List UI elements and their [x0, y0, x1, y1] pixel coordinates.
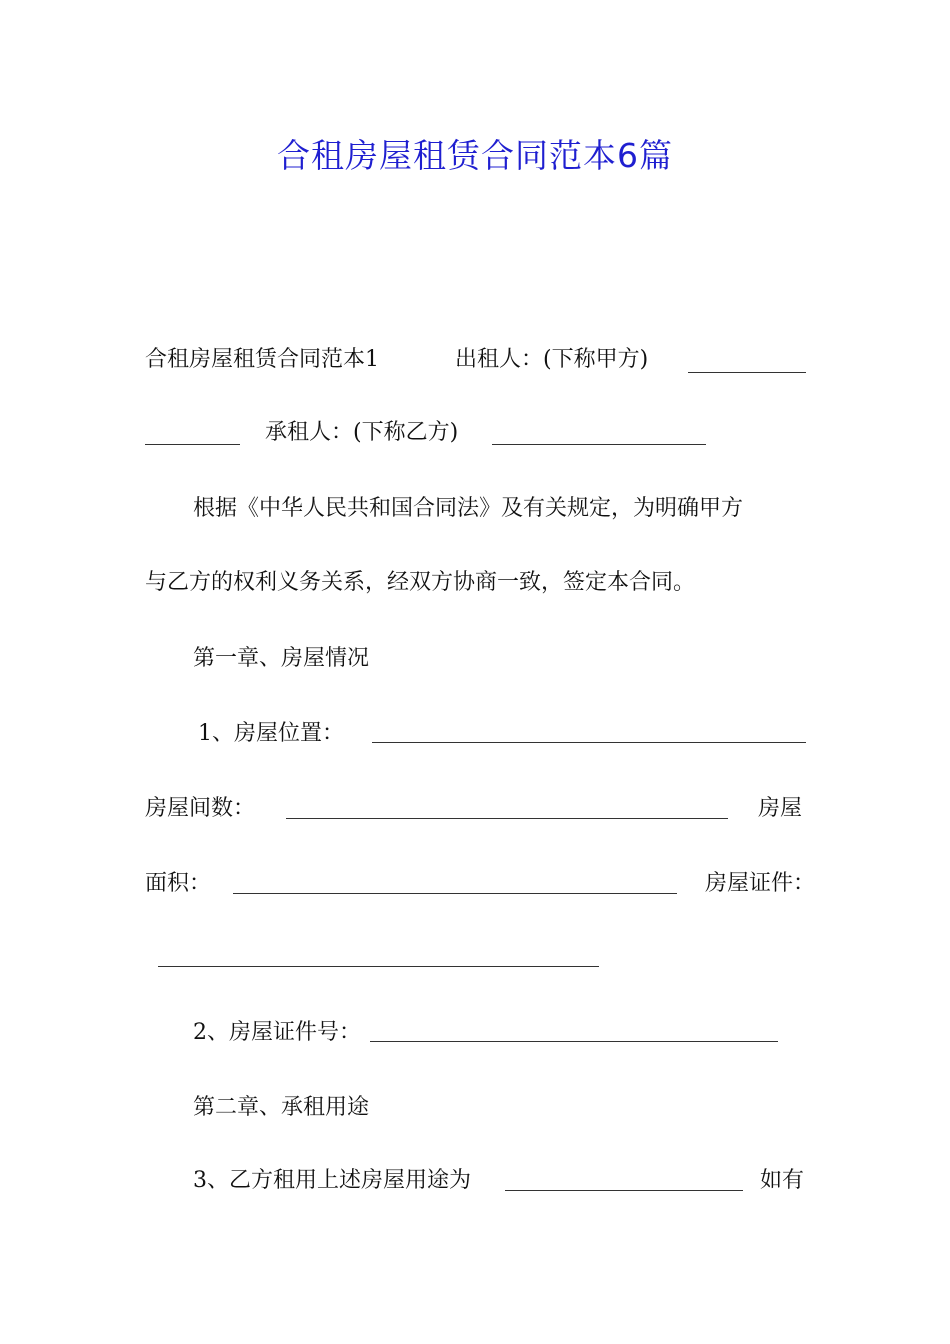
contract-subtitle: 合租房屋租赁合同范本1: [145, 347, 379, 372]
certificate-label: 房屋证件：: [705, 871, 816, 896]
certificate-number-label: 2、房屋证件号：: [193, 1020, 361, 1045]
room-count-blank: [286, 796, 728, 819]
usage-blank: [505, 1168, 743, 1191]
preamble-line-1: 根据《中华人民共和国合同法》及有关规定，为明确甲方: [193, 496, 744, 521]
room-count-tail: 房屋: [758, 796, 803, 821]
usage-label: 3、乙方租用上述房屋用途为: [193, 1168, 471, 1193]
area-blank: [233, 871, 677, 894]
lessor-blank: [688, 350, 806, 373]
document-title: 合租房屋租赁合同范本6篇: [277, 136, 673, 175]
preamble-line-2: 与乙方的权利义务关系，经双方协商一致，签定本合同。: [145, 570, 696, 595]
lessee-blank: [492, 422, 706, 445]
lessor-blank-continued: [145, 422, 240, 445]
usage-tail: 如有: [760, 1168, 805, 1193]
lessee-label: 承租人：(下称乙方): [265, 420, 459, 445]
house-location-line: [198, 719, 344, 749]
contract-heading-line: [145, 345, 379, 375]
lessee-line: [265, 418, 458, 448]
area-label: 面积：: [145, 871, 212, 896]
chapter-2-heading: 第二章、承租用途: [193, 1095, 370, 1120]
room-count-line: [145, 794, 255, 824]
house-location-label: 1、房屋位置：: [198, 721, 344, 746]
chapter-1-heading: 第一章、房屋情况: [193, 646, 370, 671]
house-location-blank: [372, 720, 806, 743]
usage-line: [193, 1166, 471, 1196]
lessor-line: [455, 345, 648, 375]
certificate-number-blank: [370, 1019, 778, 1042]
certificate-number-line: [193, 1018, 361, 1048]
room-count-label: 房屋间数：: [145, 796, 256, 821]
area-line: [145, 869, 211, 899]
certificate-blank: [158, 944, 599, 967]
lessor-label: 出租人：(下称甲方): [455, 347, 649, 372]
